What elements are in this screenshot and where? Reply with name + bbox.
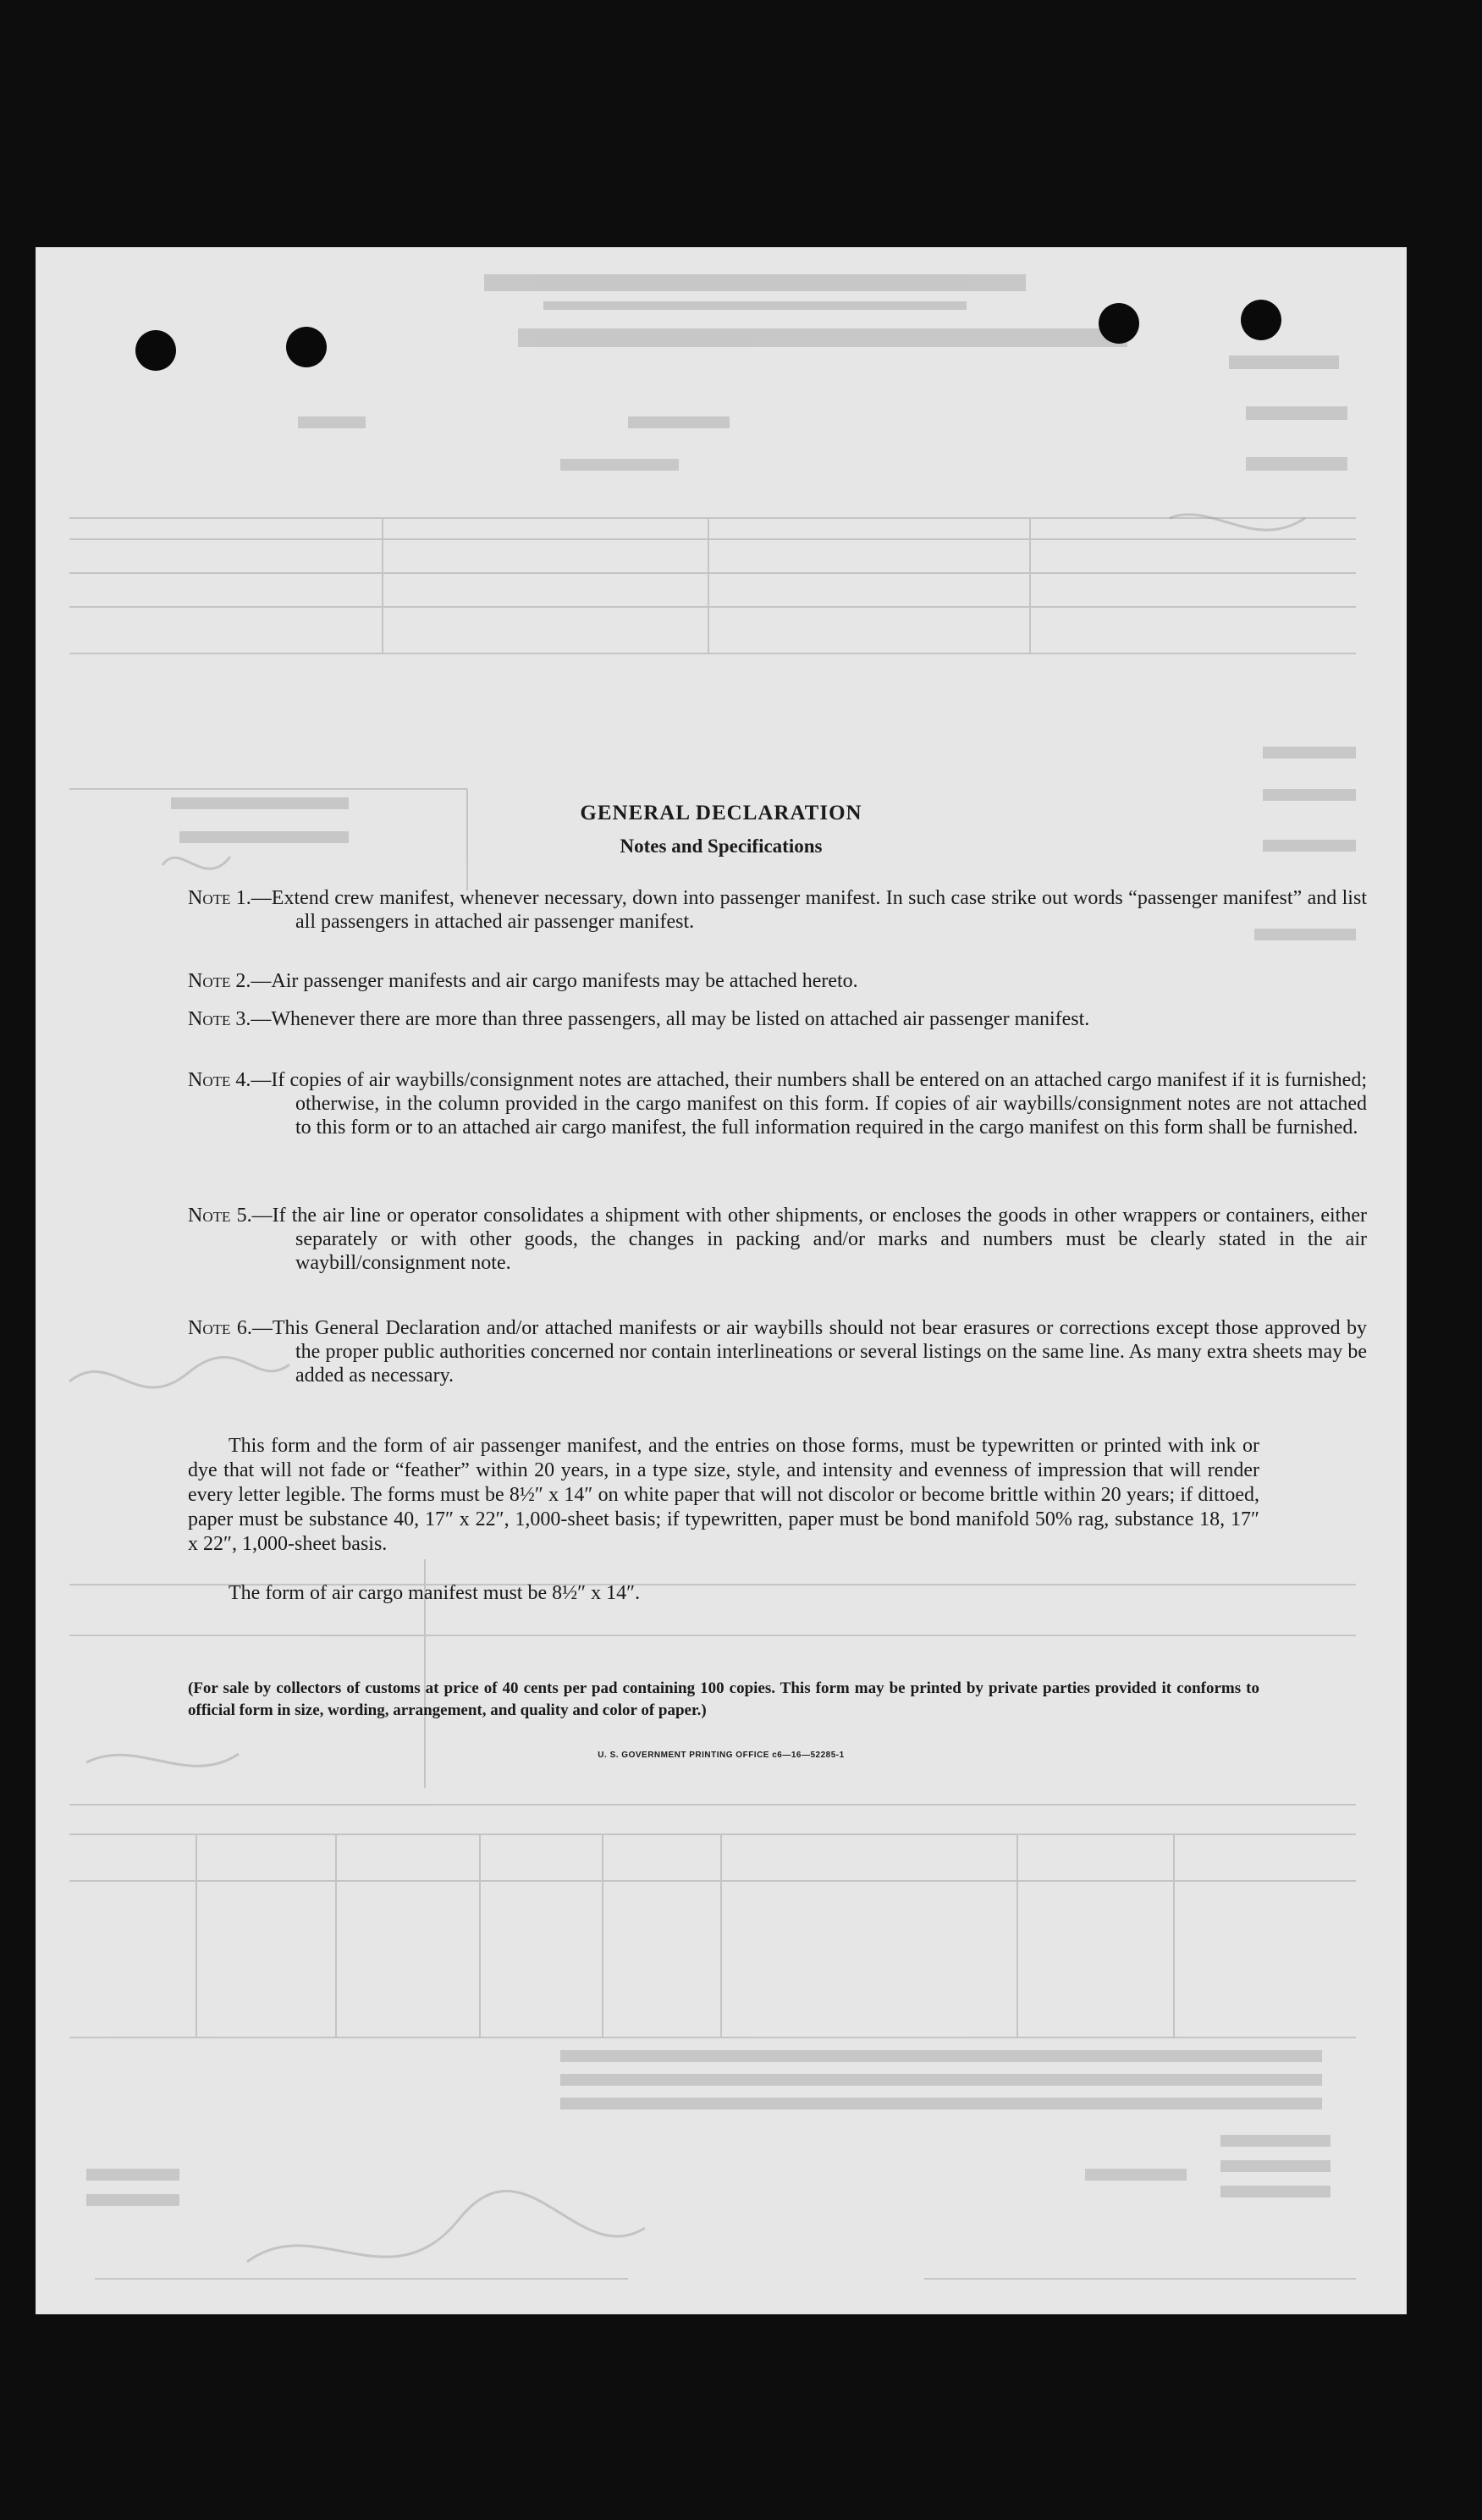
specification-cargo-manifest: The form of air cargo manifest must be 8½″ x 14″. [229,1582,641,1604]
note-2: Note 2.—Air passenger manifests and air cargo manifests may be attached hereto. [188,970,858,992]
note-label: Note 4. [188,1069,251,1091]
note-label: Note 3. [188,1008,251,1030]
note-text: Whenever there are more than three passengers, all may be listed on attached air passenger manifest. [271,1008,1090,1030]
note-label: Note 1. [188,887,251,909]
page-title: GENERAL DECLARATION [580,802,862,824]
note-label: Note 2. [188,970,251,992]
note-4: Note 4.—If copies of air waybills/consignment notes are attached, their numbers shall be entered on an attached cargo manifest if it is furnished; otherwise, in the column provided in the cargo manifest on this form. If copies of air waybills/consignment notes are not attached to this form or to an attached air cargo manifest, the full information required in the cargo manifest on this form shall be furnished. [188,1069,1367,1139]
printer-imprint: U. S. GOVERNMENT PRINTING OFFICE c6—16—52285-1 [598,1751,845,1760]
notes-and-specifications [36,247,1407,2314]
note-text: Air passenger manifests and air cargo manifests may be attached hereto. [271,970,858,992]
note-label: Note 6. [188,1317,252,1339]
note-text: If the air line or operator consolidates a shipment with other shipments, or encloses the goods in other wrappers or containers, either separately or with other goods, the changes in packing and/or marks and numbers must be clearly stated in the air waybill/consignment note. [272,1205,1367,1274]
note-label: Note 5. [188,1205,252,1227]
note-text: If copies of air waybills/consignment notes are attached, their numbers shall be entered on an attached cargo manifest if it is furnished; otherwise, in the column provided in the cargo manifest on this form. If copies of air waybills/consignment notes are not attached to this form or to an attached air cargo manifest, the full information required in the cargo manifest on this form shall be furnished. [271,1069,1367,1139]
specification-paragraph: This form and the form of air passenger manifest, and the entries on those forms, must be typewritten or printed with ink or dye that will not fade or “feather” within 20 years, in a type size, style, and intensity and evenness of impression that will render every letter legible. The forms must be 8½″ x 14″ on white paper that will not discolor or become brittle within 20 years; if dittoed, paper must be substance 40, 17″ x 22″, 1,000-sheet basis; if typewritten, paper must be bond manifold 50% rag, substance 18, 17″ x 22″, 1,000-sheet basis. [188,1435,1259,1555]
note-1: Note 1.—Extend crew manifest, whenever necessary, down into passenger manifest. In such case strike out words “passenger manifest” and list all passengers in attached air passenger manifest. [188,887,1367,933]
sale-notice: (For sale by collectors of customs at price of 40 cents per pad containing 100 copies. This form may be printed by private parties provided it conforms to official form in size, wording, arrangement, and quality and color of paper.) [188,1679,1259,1719]
note-6: Note 6.—This General Declaration and/or attached manifests or air waybills should not bear erasures or corrections except those approved by the proper public authorities concerned nor contain interlineations or several listings on the same line. As many extra sheets may be added as necessary. [188,1317,1367,1387]
page-subtitle: Notes and Specifications [620,835,823,857]
note-text: Extend crew manifest, whenever necessary, down into passenger manifest. In such case strike out words “passenger manifest” and list all passengers in attached air passenger manifest. [271,887,1367,933]
note-3: Note 3.—Whenever there are more than three passengers, all may be listed on attached air passenger manifest. [188,1008,1090,1030]
note-5: Note 5.—If the air line or operator consolidates a shipment with other shipments, or encloses the goods in other wrappers or containers, either separately or with other goods, the changes in packing and/or marks and numbers must be clearly stated in the air waybill/consignment note. [188,1205,1367,1274]
note-text: This General Declaration and/or attached manifests or air waybills should not bear erasures or corrections except those approved by the proper public authorities concerned nor contain interlineations or several listings on the same line. As many extra sheets may be added as necessary. [272,1317,1367,1387]
document-page [36,247,1407,2314]
